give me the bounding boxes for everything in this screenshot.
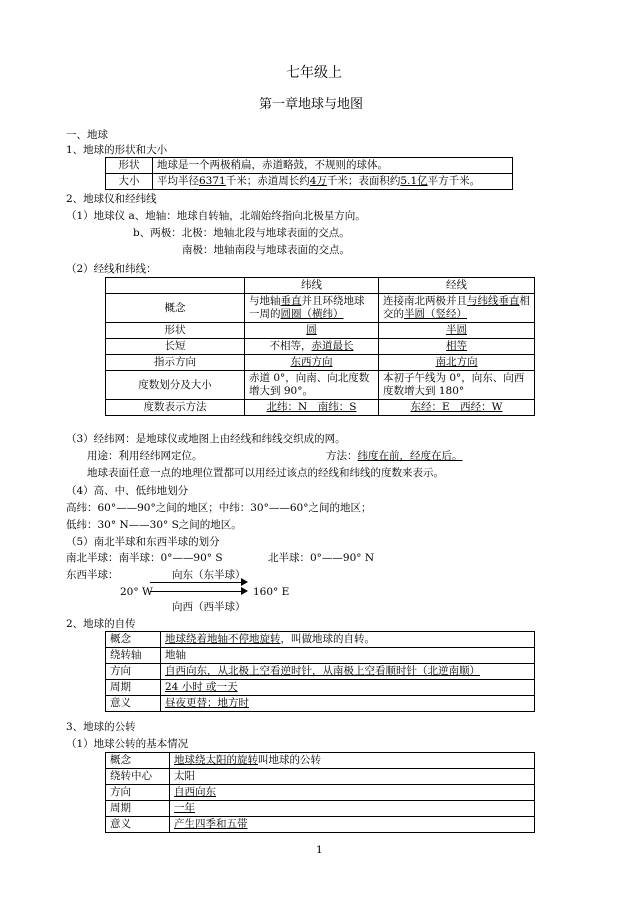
chapter-title: 第一章地球与地图	[259, 97, 364, 112]
text: 相交的	[383, 295, 530, 320]
table-row	[106, 769, 535, 785]
text: 平均半径	[157, 175, 199, 187]
table-row	[106, 680, 535, 696]
cell-value: 地球是一个两极稍扁，赤道略鼓，不规则的球体。	[153, 158, 513, 174]
row-header: 长短	[106, 339, 245, 355]
text: 平方千米。	[427, 175, 481, 187]
table-row	[106, 648, 535, 664]
text: 叫地球的公转	[258, 754, 321, 766]
table-row	[106, 817, 535, 833]
table-row	[106, 400, 535, 416]
paragraph: （1）地球仪 a、地轴：地球自转轴，北端始终指向北极星方向。	[66, 210, 366, 222]
text: 千米；表面积约	[326, 175, 401, 187]
paragraph: 低纬：30° N——30° S之间的地区。	[66, 519, 242, 531]
table-row	[106, 339, 535, 355]
row-header: 方向	[106, 664, 161, 680]
cell-value: 相等	[379, 339, 535, 355]
paragraph: 高纬：60°——90°之间的地区；中纬：30°——60°之间的地区；	[66, 502, 372, 514]
page-title: 七年级上	[286, 65, 342, 81]
text: 与地轴	[249, 295, 281, 307]
cell-value	[153, 174, 513, 190]
table-row	[106, 632, 535, 648]
table-row	[106, 294, 535, 323]
row-header: 概念	[106, 294, 245, 323]
row-header: 度数划分及大小	[106, 371, 245, 400]
table-row	[106, 323, 535, 339]
text: ，叫做地球的自转。	[280, 633, 375, 645]
subsection-heading: 1、地球的形状和大小	[66, 144, 168, 156]
text: 纬度在前，经度在后。	[357, 450, 463, 462]
blank-cell	[106, 278, 245, 294]
text: 地球绕着地轴不停地旋转	[165, 633, 281, 645]
paragraph: （3）经纬网：是地球仪或地图上由经线和纬线交织成的网。	[66, 433, 346, 445]
rotation-table	[105, 631, 535, 712]
row-header: 绕转中心	[106, 769, 170, 785]
paragraph: 南极：地轴南段与地球表面的交点。	[182, 244, 350, 256]
cell-value	[245, 294, 379, 323]
text: 圆圈（横纬）	[280, 308, 344, 320]
text: 千米；赤道周长约	[225, 175, 310, 187]
page-number: 1	[316, 844, 323, 856]
table-row	[106, 664, 535, 680]
text: 地球绕太阳的旋转	[174, 754, 258, 766]
subsection-heading: 2、地球仪和经纬线	[66, 193, 157, 205]
cell-value: 自西向东，从北极上空看逆时针，从南极上空看顺时针（北逆南顺）	[161, 664, 535, 680]
cell-value: 太阳	[170, 769, 535, 785]
row-header: 指示方向	[106, 355, 245, 371]
paragraph: 用途：利用经纬网定位。	[87, 450, 203, 462]
section-heading: 一、地球	[66, 129, 108, 141]
cell-value: 自西向东	[170, 785, 535, 801]
cell-value: 北纬：N 南纬：S	[245, 400, 379, 416]
west-longitude-label: 20° W	[120, 586, 153, 598]
table-row	[106, 801, 535, 817]
cell-value: 东经：E 西经：W	[379, 400, 535, 416]
text: 5.1亿	[400, 175, 428, 187]
cell-value: 圆	[245, 323, 379, 339]
table-row	[106, 753, 535, 769]
paragraph: 北半球：0°——90° N	[268, 552, 375, 564]
cell-value: 产生四季和五带	[170, 817, 535, 833]
text: 连接南北两极并且	[383, 295, 467, 307]
cell-value: 半圆	[379, 323, 535, 339]
row-header: 形状	[106, 323, 245, 339]
cell-value: 24 小时 或一天	[161, 680, 535, 696]
cell-value: 昼夜更替；地方时	[161, 696, 535, 712]
table-row	[106, 174, 513, 190]
table-row	[106, 785, 535, 801]
cell-value	[161, 632, 535, 648]
paragraph: （1）地球公转的基本情况	[66, 738, 189, 750]
row-header: 周期	[106, 680, 161, 696]
west-hemisphere-label: 向西（西半球）	[172, 601, 246, 613]
row-header: 概念	[106, 632, 161, 648]
paragraph: 南北半球：南半球：0°——90° S	[66, 552, 223, 564]
row-header: 周期	[106, 801, 170, 817]
subsection-heading: 3、地球的公转	[66, 721, 136, 733]
cell-value: 南北方向	[379, 355, 535, 371]
subsection-heading: 2、地球的自传	[66, 618, 136, 630]
table-row	[106, 371, 535, 400]
paragraph: b、两极：北极：地轴北段与地球表面的交点。	[133, 227, 350, 239]
paragraph: 东西半球：	[66, 569, 119, 581]
text: 4万	[309, 175, 327, 187]
text: 6371	[199, 175, 226, 187]
column-header: 经线	[379, 278, 535, 294]
shape-size-table	[105, 157, 513, 190]
east-arrow-icon	[150, 582, 246, 583]
text: 方法：	[326, 450, 358, 462]
column-header: 纬线	[245, 278, 379, 294]
row-header: 度数表示方法	[106, 400, 245, 416]
paragraph: 地球表面任意一点的地理位置都可以用经过该点的经线和纬线的度数来表示。	[87, 467, 444, 479]
paragraph: （5）南北半球和东西半球的划分	[66, 536, 220, 548]
text: 垂直	[280, 295, 302, 307]
row-header: 形状	[106, 158, 153, 174]
cell-value	[379, 294, 535, 323]
row-header: 方向	[106, 785, 170, 801]
revolution-table	[105, 752, 535, 833]
cell-value: 本初子午线为 0°，向东、向西度数增大到 180°	[379, 371, 535, 400]
table-row	[106, 696, 535, 712]
east-longitude-label: 160° E	[253, 586, 290, 598]
row-header: 意义	[106, 696, 161, 712]
east-hemisphere-label: 向东（东半球）	[172, 569, 246, 581]
text: 不相等，	[269, 340, 312, 352]
latitude-longitude-table	[105, 277, 535, 416]
table-row	[106, 355, 535, 371]
paragraph: （2）经线和纬线：	[66, 263, 157, 275]
cell-value: 一年	[170, 801, 535, 817]
cell-value	[170, 753, 535, 769]
text: 赤道最长	[311, 340, 354, 352]
table-row	[106, 278, 535, 294]
text: 半圆（竖经）	[404, 308, 467, 320]
text: 并且环绕地球一周的	[249, 295, 365, 320]
cell-value: 东西方向	[245, 355, 379, 371]
row-header: 概念	[106, 753, 170, 769]
text: 与纬线垂直	[467, 295, 520, 307]
cell-value: 地轴	[161, 648, 535, 664]
row-header: 大小	[106, 174, 153, 190]
paragraph	[326, 449, 463, 463]
cell-value	[245, 339, 379, 355]
paragraph: （4）高、中、低纬地划分	[66, 485, 189, 497]
cell-value: 赤道 0°，向南、向北度数增大到 90°。	[245, 371, 379, 400]
table-row	[106, 158, 513, 174]
west-arrow-icon	[150, 591, 246, 592]
row-header: 意义	[106, 817, 170, 833]
row-header: 绕转轴	[106, 648, 161, 664]
